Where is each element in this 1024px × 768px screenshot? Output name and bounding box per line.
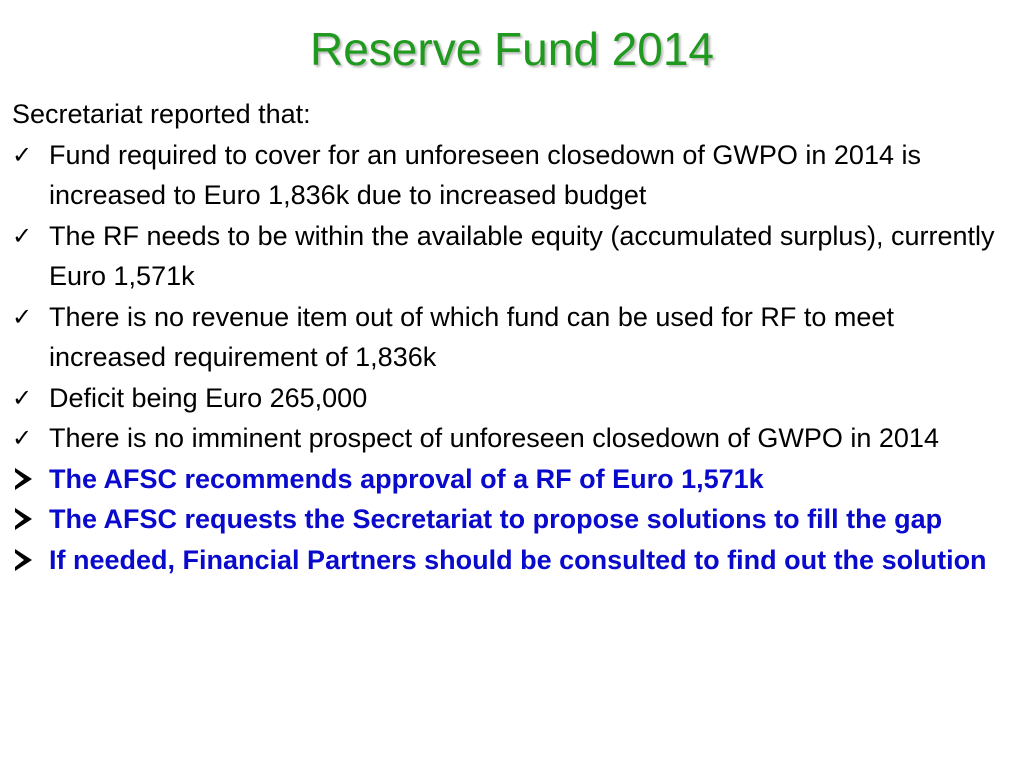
check-item — [12, 297, 1012, 378]
recommendation-item-text: If needed, Financial Partners should be consulted to find out the solution — [49, 544, 987, 575]
arrow-bullet-icon — [15, 549, 32, 571]
arrow-bullet-icon — [15, 508, 32, 530]
check-item-text: Fund required to cover for an unforeseen closedown of GWPO in 2014 is increased to Euro 1,836k due to increased budget — [49, 139, 921, 210]
check-item-text: Deficit being Euro 265,000 — [49, 382, 368, 413]
check-item-text: There is no revenue item out of which fund can be used for RF to meet increased requirement of 1,836k — [49, 301, 894, 372]
check-item — [12, 378, 1012, 419]
check-mark-icon: ✓ — [12, 221, 33, 250]
intro-text: Secretariat reported that: — [12, 99, 311, 129]
slide-body — [12, 94, 1012, 580]
check-mark-icon: ✓ — [12, 140, 33, 169]
recommendation-item — [12, 499, 1012, 540]
check-list — [12, 135, 1012, 459]
check-mark-icon: ✓ — [12, 302, 33, 331]
recommendation-item — [12, 459, 1012, 500]
recommendation-list — [12, 459, 1012, 581]
check-item — [12, 418, 1012, 459]
check-item-text: The RF needs to be within the available equity (accumulated surplus), currently Euro 1,571k — [49, 220, 995, 291]
recommendation-item — [12, 540, 1012, 581]
check-item-text: There is no imminent prospect of unforeseen closedown of GWPO in 2014 — [49, 423, 939, 453]
arrow-bullet-icon — [15, 468, 32, 490]
check-mark-icon: ✓ — [12, 424, 33, 452]
check-mark-icon: ✓ — [12, 383, 33, 412]
recommendation-item-text: The AFSC recommends approval of a RF of Euro 1,571k — [49, 463, 764, 494]
recommendation-item-text: The AFSC requests the Secretariat to propose solutions to fill the gap — [49, 504, 943, 534]
check-item — [12, 216, 1012, 297]
check-item — [12, 135, 1012, 216]
slide-title: Reserve Fund 2014 — [309, 23, 715, 75]
